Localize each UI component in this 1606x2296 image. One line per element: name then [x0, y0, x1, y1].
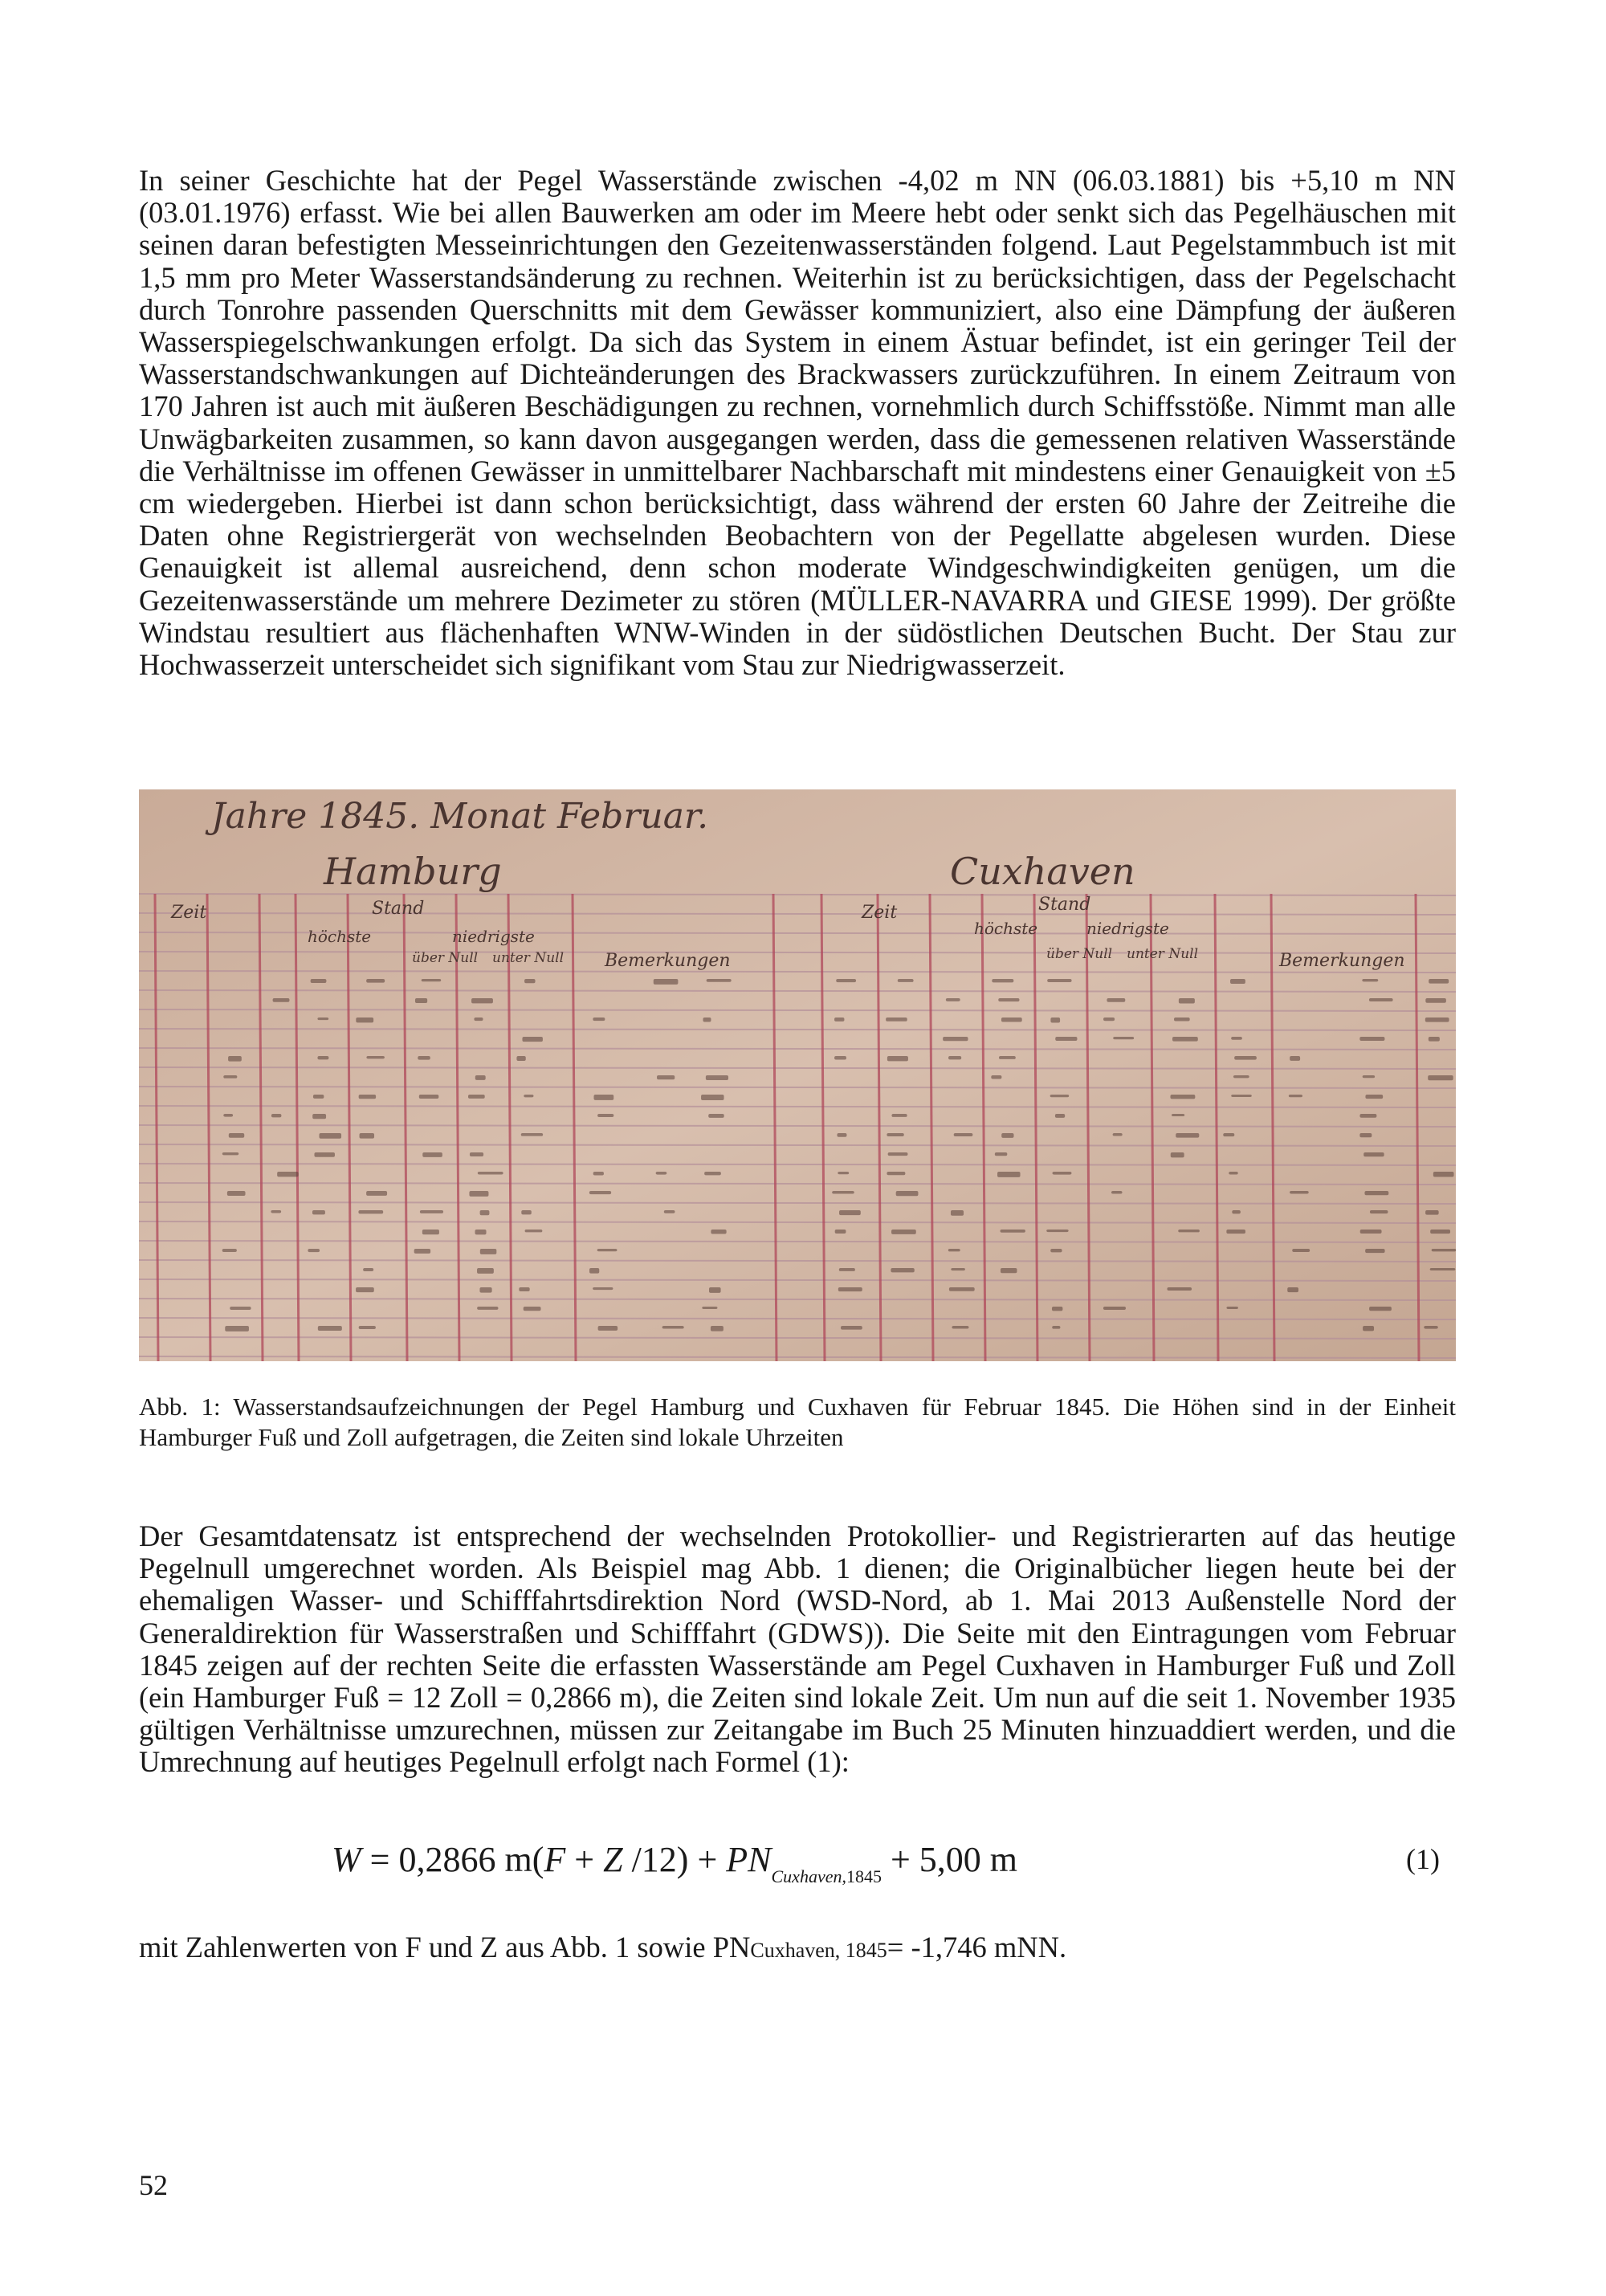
ledger-ink-mark — [1055, 1037, 1077, 1041]
ledger-ink-mark — [1425, 1017, 1449, 1022]
ledger-ink-mark — [943, 1037, 968, 1041]
ledger-ink-mark — [839, 1210, 861, 1215]
ledger-ueber-null-left: über Null — [412, 950, 479, 966]
ledger-ink-mark — [478, 1172, 503, 1174]
ledger-ink-mark — [1171, 1152, 1184, 1157]
ledger-ink-mark — [1425, 1210, 1439, 1215]
ledger-ink-mark — [366, 979, 385, 983]
ledger-ink-mark — [312, 1114, 326, 1119]
ledger-ink-mark — [1429, 1037, 1440, 1042]
ledger-ink-mark — [1365, 1249, 1384, 1253]
equation-1 — [139, 1839, 1456, 1887]
ledger-ink-mark — [891, 1268, 914, 1272]
ledger-ink-mark — [477, 1307, 498, 1310]
ledger-ink-mark — [708, 1114, 724, 1118]
paragraph-1: In seiner Geschichte hat der Pegel Wasserstände zwischen -4,02 m NN (06.03.1881) bis +5,10 m NN (03.01.1976) erfasst. Wie bei allen Bauwerken am oder im Meere hebt oder senkt sich das Pegelhäuschen mit seinen daran befestigten Messeinrichtungen den Gezeitenwasserständen folgend. Laut Pegelstammbuch ist mit 1,5 mm pro Meter Wasserstandsänderung zu rechnen. Weiterhin ist zu berücksichtigen, dass der Pegelschacht durch Tonrohre passenden Querschnitts mit dem Gewässer kommuniziert, also eine Dämpfung der äußeren Wasserspiegelschwankungen erfolgt. Da sich das System in einem Ästuar befindet, ist ein geringer Teil der Wasserstandschwankungen auf Dichteänderungen des Brackwassers zurückzuführen. In einem Zeitraum von 170 Jahren ist auch mit äußeren Beschädigungen zu rechnen, vornehmlich durch Schiffsstöße. Nimmt man alle Unwägbarkeiten zusammen, so kann davon ausgegangen werden, dass die gemessenen relativen Wasserstände die Verhältnisse im offenen Gewässer in unmittelbarer Nachbarschaft mit mindestens einer Genauigkeit von ±5 cm wiedergeben. Hierbei ist dann schon berücksichtigt, dass während der ersten 60 Jahre der Zeitreihe die Daten ohne Registriergerät von wechselnden Beobachtern von der Pegellatte abgelesen wurden. Diese Genauigkeit ist allemal ausreichend, denn schon moderate Windgeschwindigkeiten genügen, um die Gezeitenwasserstände um mehrere Dezimeter zu stören (MÜLLER-NAVARRA und GIESE 1999). Der größte Windstau resultiert aus flächenhaften WNW-Winden in der südöstlichen Deutschen Bucht. Der Stau zur Hochwasserzeit unterscheidet sich signifikant vom Stau zur Niedrigwasserzeit. — [139, 164, 1456, 682]
ledger-ink-mark — [1172, 1037, 1198, 1042]
equation-body — [332, 1839, 1017, 1887]
ledger-ink-mark — [225, 1326, 249, 1332]
ledger-zeit-right: Zeit — [862, 903, 898, 923]
ledger-ink-mark — [366, 1191, 387, 1196]
ledger-ink-mark — [589, 1268, 599, 1274]
ledger-ink-mark — [524, 979, 535, 983]
eq-part: /12) + — [622, 1840, 727, 1879]
ledger-ink-mark — [1050, 1017, 1060, 1023]
eq-part: = 0,2866 m( — [361, 1840, 544, 1879]
ledger-ink-mark — [1053, 1172, 1072, 1175]
ledger-ink-mark — [837, 1133, 846, 1137]
ledger-ink-mark — [470, 1152, 483, 1156]
ledger-ink-mark — [1111, 1191, 1123, 1194]
post-eq-before: mit Zahlenwerten von F und Z aus Abb. 1 sowie PN — [139, 1931, 751, 1964]
ledger-ink-mark — [422, 979, 441, 981]
ledger-ink-mark — [1103, 1017, 1115, 1021]
ledger-ink-mark — [471, 998, 493, 1003]
ledger-ink-mark — [1289, 1095, 1302, 1097]
ledger-ink-mark — [223, 1075, 237, 1079]
ledger-ink-mark — [1229, 1172, 1237, 1174]
ledger-ink-mark — [475, 1230, 486, 1234]
ledger-unter-null-right: unter Null — [1127, 946, 1199, 962]
ledger-ink-mark — [271, 1114, 281, 1117]
ledger-ink-mark — [1359, 1037, 1384, 1041]
ledger-ink-mark — [516, 1056, 525, 1061]
ledger-ink-mark — [838, 1172, 849, 1174]
ledger-ink-mark — [1047, 979, 1071, 982]
ledger-ink-mark — [997, 1172, 1020, 1177]
ledger-ink-mark — [835, 1230, 846, 1234]
ledger-ink-mark — [589, 1191, 611, 1194]
ledger-ink-mark — [891, 1230, 916, 1234]
figure-caption: Abb. 1: Wasserstandsaufzeichnungen der Pegel Hamburg und Cuxhaven für Februar 1845. Die Höhen sind in der Einheit Hamburger Fuß und Zoll aufgetragen, die Zeiten sind lokale Uhrzeiten — [139, 1393, 1456, 1451]
ledger-ink-mark — [420, 1210, 443, 1213]
ledger-ink-mark — [356, 1017, 373, 1022]
ledger-ink-mark — [468, 1095, 485, 1099]
ledger-ink-mark — [317, 1056, 328, 1059]
ledger-ink-mark — [317, 1017, 328, 1020]
ledger-ink-mark — [1233, 1075, 1249, 1078]
eq-part: + — [565, 1840, 604, 1879]
ledger-ink-mark — [1172, 1114, 1184, 1116]
ledger-ink-mark — [838, 1287, 862, 1291]
ledger-stand-left: Stand — [372, 899, 425, 919]
ledger-ink-mark — [999, 1056, 1016, 1059]
paragraph-2: Der Gesamtdatensatz ist entsprechend der wechselnden Protokollier- und Registrierarten auf das heutige Pegelnull umgerechnet worden. Als Beispiel mag Abb. 1 dienen; die Originalbücher liegen heute bei der ehemaligen Wasser- und Schifffahrtsdirektion Nord (WSD-Nord, ab 1. Mai 2013 Außenstelle Nord der Generaldirektion für Wasserstraßen und Schifffahrt (GDWS)). Die Seite mit den Eintragungen vom Februar 1845 zeigen auf der rechten Seite die erfassten Wasserstände am Pegel Cuxhaven in Hamburger Fuß und Zoll (ein Hamburger Fuß = 12 Zoll = 0,2866 m), die Zeiten sind lokale Zeit. Um nun auf die seit 1. November 1935 gültigen Verhältnisse umzurechnen, müssen zur Zeitangabe im Buch 25 Minuten hinzuaddiert werden, und die Umrechnung auf heutiges Pegelnull erfolgt nach Formel (1): — [139, 1519, 1456, 1779]
ledger-ink-mark — [597, 1249, 618, 1251]
ledger-ink-mark — [312, 1210, 325, 1214]
ledger-ink-mark — [1000, 1230, 1025, 1233]
eq-var-w: W — [332, 1840, 361, 1879]
eq-var-pn: PN — [726, 1840, 772, 1879]
ledger-ink-mark — [954, 1133, 973, 1136]
ledger-ink-mark — [1425, 998, 1446, 1003]
ledger-ink-mark — [277, 1172, 299, 1177]
ledger-ink-mark — [1363, 1326, 1374, 1331]
ledger-ink-mark — [1369, 1307, 1392, 1311]
ledger-ink-mark — [1430, 1230, 1450, 1234]
ledger-ink-mark — [654, 979, 679, 985]
ledger-bemerkungen-left: Bemerkungen — [605, 951, 731, 971]
ledger-ink-mark — [952, 1326, 968, 1329]
ledger-ink-mark — [1363, 1152, 1384, 1156]
ledger-ink-mark — [273, 998, 290, 1002]
ledger-ink-mark — [415, 998, 427, 1003]
ledger-ink-mark — [524, 1095, 533, 1097]
ledger-ink-mark — [358, 1210, 383, 1213]
ledger-ink-mark — [418, 1056, 430, 1060]
ledger-ink-mark — [887, 1172, 905, 1175]
ledger-ink-mark — [525, 1230, 543, 1232]
ledger-ink-mark — [228, 1056, 242, 1062]
ledger-ink-mark — [422, 1230, 439, 1234]
ledger-ink-mark — [951, 1268, 965, 1270]
ledger-ink-mark — [414, 1249, 430, 1254]
ledger-ink-mark — [834, 1056, 846, 1060]
ledger-niedrigste-left: niedrigste — [452, 927, 535, 946]
ledger-ink-mark — [1167, 1287, 1192, 1291]
ledger-ink-mark — [521, 1210, 532, 1214]
ledger-ink-mark — [1052, 1326, 1060, 1329]
ledger-ink-mark — [1433, 1172, 1454, 1177]
ledger-ink-mark — [898, 979, 914, 982]
ledger-ink-mark — [896, 1191, 919, 1196]
ledger-ink-mark — [1362, 979, 1378, 981]
ledger-ink-mark — [948, 1056, 961, 1059]
ledger-ink-mark — [1050, 1249, 1062, 1252]
ledger-bemerkungen-right: Bemerkungen — [1279, 951, 1405, 971]
ledger-city-hamburg: Hamburg — [324, 850, 502, 893]
ledger-ink-mark — [839, 1268, 855, 1271]
ledger-ink-mark — [946, 998, 960, 1001]
ledger-ink-mark — [832, 1191, 854, 1194]
ledger-ink-mark — [657, 1075, 675, 1079]
ledger-image — [139, 789, 1456, 1361]
ledger-ink-mark — [519, 1287, 529, 1291]
ledger-zeit-left: Zeit — [171, 903, 207, 923]
ledger-ink-mark — [1363, 1075, 1375, 1078]
ledger-ink-mark — [1287, 1287, 1298, 1292]
ledger-ink-mark — [593, 1172, 604, 1175]
ledger-ink-mark — [1046, 1230, 1068, 1232]
ledger-ink-mark — [597, 1114, 613, 1117]
ledger-ink-mark — [702, 1307, 717, 1309]
figure-ledger-photo — [139, 789, 1456, 1361]
ledger-ink-mark — [1178, 1230, 1200, 1232]
ledger-ink-mark — [662, 1326, 684, 1329]
ledger-ink-mark — [836, 979, 856, 982]
ledger-ink-mark — [1113, 1037, 1134, 1039]
ledger-ink-mark — [593, 1287, 613, 1290]
ledger-ink-mark — [1359, 1114, 1376, 1118]
ledger-ink-mark — [888, 1152, 908, 1156]
ledger-ink-mark — [1360, 1230, 1382, 1234]
ledger-ink-mark — [229, 1133, 244, 1138]
ledger-ink-mark — [271, 1210, 281, 1213]
ledger-ink-mark — [992, 979, 1013, 982]
ledger-ink-mark — [359, 1326, 376, 1329]
ledger-ink-mark — [1231, 1095, 1252, 1097]
ledger-ink-mark — [1230, 979, 1245, 984]
ledger-ink-mark — [222, 1249, 237, 1252]
ledger-header: Jahre 1845. Monat Februar. — [211, 796, 709, 837]
ledger-ink-mark — [222, 1152, 238, 1155]
eq-var-f: F — [544, 1840, 566, 1879]
ledger-ink-mark — [886, 1017, 907, 1022]
ledger-ink-mark — [656, 1172, 667, 1175]
ledger-ink-mark — [707, 979, 732, 982]
ledger-ink-mark — [524, 1307, 541, 1311]
ledger-ueber-null-right: über Null — [1046, 946, 1113, 962]
ledger-ink-mark — [711, 1230, 726, 1234]
ledger-ink-mark — [1428, 1075, 1453, 1080]
ledger-niedrigste-right: niedrigste — [1086, 919, 1169, 938]
ledger-ink-mark — [951, 1210, 964, 1216]
ledger-ink-mark — [948, 1249, 960, 1251]
ledger-ink-mark — [991, 1075, 1001, 1079]
ledger-ink-mark — [711, 1326, 724, 1332]
ledger-ink-mark — [706, 1075, 728, 1080]
ledger-ink-mark — [593, 1017, 605, 1021]
ledger-ink-mark — [522, 1037, 542, 1042]
ledger-ink-mark — [701, 1095, 724, 1100]
ledger-ink-mark — [474, 1017, 483, 1021]
ledger-ink-mark — [1226, 1307, 1238, 1309]
ledger-city-cuxhaven: Cuxhaven — [950, 850, 1135, 893]
ledger-ink-mark — [319, 1133, 341, 1139]
eq-part: + 5,00 m — [881, 1840, 1018, 1879]
ledger-ink-mark — [1001, 1268, 1017, 1273]
ledger-ink-mark — [223, 1114, 233, 1117]
ledger-ink-mark — [834, 1017, 844, 1022]
ledger-ink-mark — [1234, 1056, 1257, 1060]
ledger-ink-mark — [359, 1095, 376, 1099]
ledger-ink-mark — [1107, 998, 1125, 1002]
ledger-ink-mark — [704, 1172, 721, 1175]
ledger-ink-mark — [480, 1210, 490, 1215]
ledger-ink-mark — [1370, 1210, 1388, 1213]
post-equation-text — [139, 1931, 1456, 1967]
ledger-ink-mark — [703, 1017, 711, 1022]
ledger-hoechste-right: höchste — [974, 919, 1038, 938]
ledger-ink-mark — [521, 1133, 543, 1136]
ledger-ink-mark — [479, 1287, 491, 1293]
eq-sub-place: Cuxhaven — [771, 1866, 842, 1886]
ledger-ink-mark — [477, 1268, 494, 1274]
ledger-ink-mark — [1424, 1326, 1437, 1329]
ledger-ink-mark — [356, 1287, 374, 1292]
ledger-ink-mark — [887, 1133, 903, 1136]
ledger-ink-mark — [949, 1287, 975, 1291]
eq-var-z: Z — [603, 1840, 623, 1879]
ledger-ink-mark — [1176, 1133, 1199, 1138]
ledger-ink-mark — [422, 1152, 442, 1157]
ledger-ink-mark — [311, 979, 327, 983]
ledger-unter-null-left: unter Null — [492, 950, 565, 966]
ledger-ink-mark — [1430, 1268, 1456, 1270]
ledger-ink-mark — [360, 1133, 374, 1139]
ledger-ink-mark — [227, 1191, 246, 1196]
ledger-ink-mark — [314, 1152, 335, 1157]
ledger-ink-mark — [1292, 1249, 1310, 1252]
eq-subscript — [772, 1866, 882, 1886]
ledger-ink-mark — [366, 1056, 385, 1058]
ledger-ink-mark — [1432, 1249, 1456, 1251]
ledger-ink-mark — [313, 1095, 324, 1099]
ledger-ink-mark — [1429, 979, 1449, 984]
ledger-ink-mark — [1223, 1133, 1234, 1136]
ledger-ink-mark — [363, 1268, 373, 1271]
ledger-ink-mark — [1050, 1095, 1070, 1097]
post-eq-subscript: Cuxhaven, 1845 — [750, 1939, 887, 1962]
ledger-ink-mark — [891, 1114, 907, 1117]
ledger-ink-mark — [998, 998, 1019, 1001]
ledger-ink-mark — [1364, 1191, 1388, 1195]
ledger-ink-mark — [841, 1326, 862, 1330]
eq-sub-year: ,1845 — [842, 1866, 882, 1886]
ledger-ink-mark — [709, 1287, 721, 1293]
ledger-ink-mark — [1369, 998, 1393, 1001]
ledger-ink-mark — [1290, 1191, 1309, 1193]
equation-number: (1) — [1406, 1843, 1440, 1875]
ledger-ink-mark — [1179, 998, 1195, 1003]
ledger-ink-mark — [593, 1095, 613, 1100]
ledger-ink-mark — [1103, 1307, 1126, 1310]
ledger-ink-mark — [1001, 1017, 1022, 1022]
ledger-ink-mark — [995, 1152, 1007, 1156]
ledger-ink-mark — [1290, 1056, 1300, 1061]
page-number: 52 — [139, 2169, 168, 2201]
ledger-ink-mark — [475, 1075, 486, 1080]
ledger-ink-mark — [1055, 1114, 1065, 1118]
ledger-ink-mark — [419, 1095, 439, 1099]
ledger-ink-mark — [598, 1326, 618, 1331]
ledger-ink-mark — [1232, 1210, 1241, 1213]
post-eq-after: = -1,746 mNN. — [887, 1931, 1067, 1964]
ledger-ink-mark — [1113, 1133, 1123, 1136]
ledger-stand-right: Stand — [1038, 895, 1091, 915]
ledger-ink-mark — [1174, 1017, 1190, 1022]
ledger-ink-mark — [1170, 1095, 1195, 1099]
ledger-ink-mark — [1052, 1307, 1062, 1311]
ledger-ink-mark — [1359, 1133, 1372, 1137]
ledger-ink-mark — [1365, 1095, 1383, 1099]
ledger-ink-mark — [1231, 1037, 1242, 1040]
ledger-ink-mark — [664, 1210, 675, 1213]
ledger-ink-mark — [887, 1056, 908, 1061]
ledger-hoechste-left: höchste — [308, 927, 372, 946]
ledger-ink-mark — [308, 1249, 320, 1252]
ledger-ink-mark — [230, 1307, 251, 1310]
ledger-ink-mark — [1226, 1230, 1245, 1234]
ledger-ink-mark — [469, 1191, 488, 1197]
ledger-ink-mark — [1001, 1133, 1013, 1138]
ledger-ink-mark — [480, 1249, 497, 1254]
ledger-ink-mark — [318, 1326, 342, 1331]
